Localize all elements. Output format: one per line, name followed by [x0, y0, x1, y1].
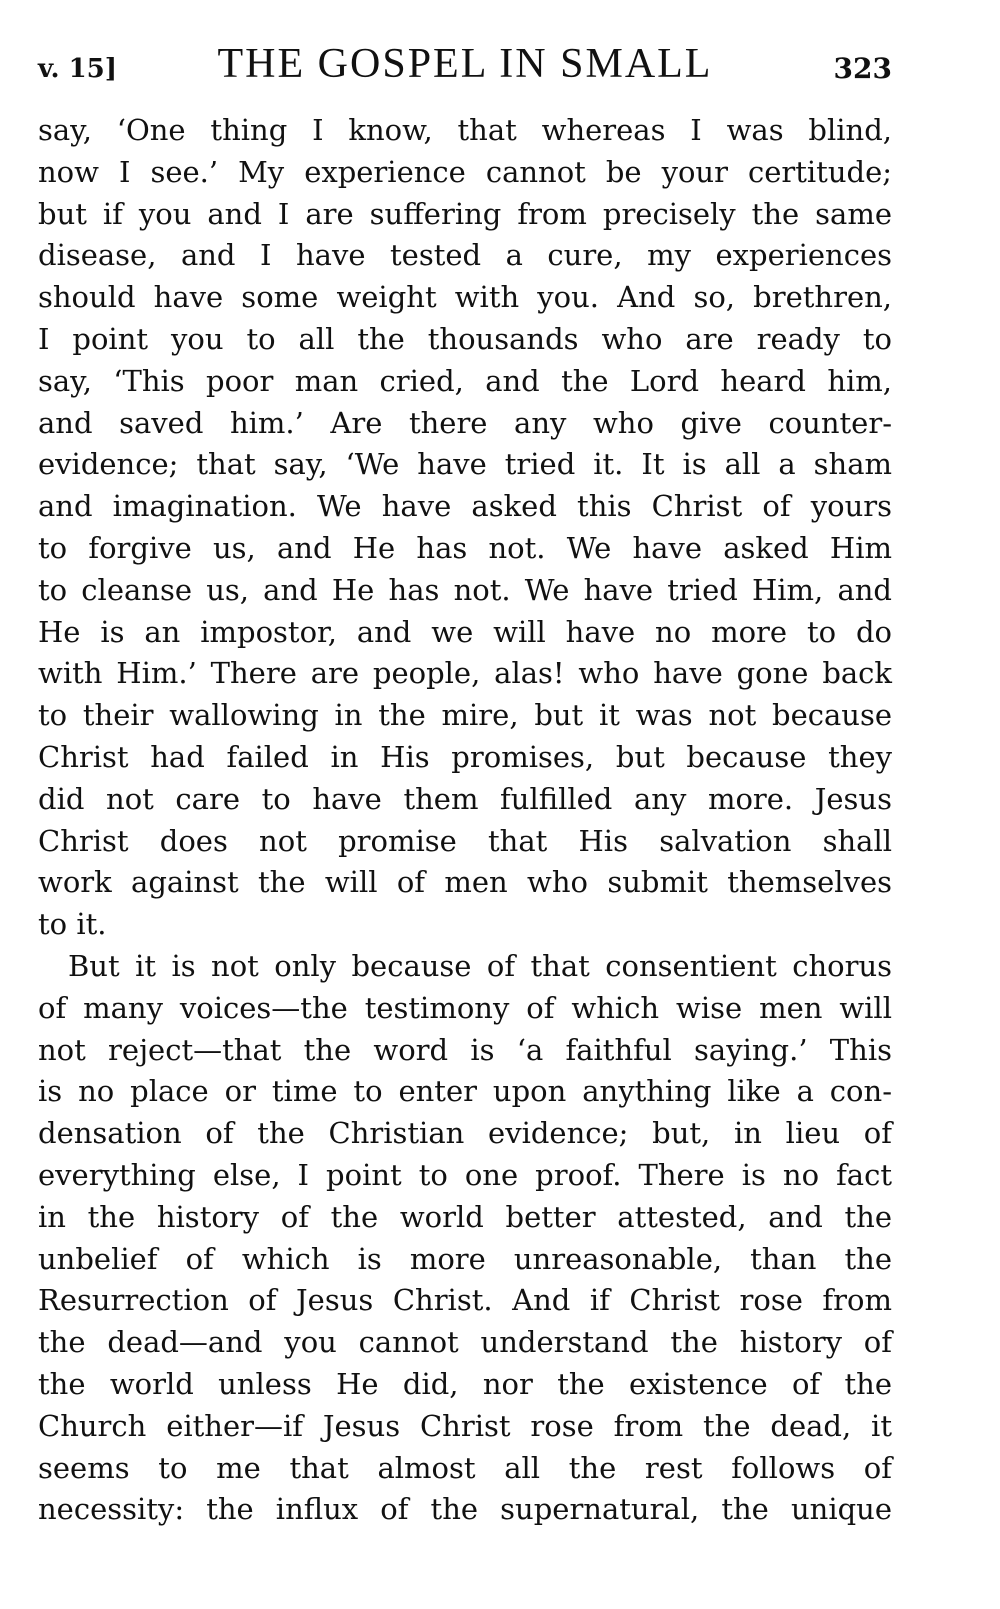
text-line: densation of the Christian evidence; but, in lieu of [38, 1116, 892, 1151]
text-line: Christ had failed in His promises, but because they [38, 739, 892, 774]
text-line: Christ does not promise that His salvation shall [38, 823, 892, 858]
paragraph [38, 946, 892, 1531]
text-line: necessity: the influx of the supernatural, the unique [38, 1492, 892, 1527]
text-line: the dead—and you cannot understand the history of [38, 1325, 892, 1360]
text-line: in the history of the world better attested, and the [38, 1199, 892, 1234]
page-number: 323 [833, 52, 892, 85]
body-text [38, 110, 892, 1531]
text-line: Resurrection of Jesus Christ. And if Christ rose from [38, 1283, 892, 1318]
text-line: He is an impostor, and we will have no more to do [38, 614, 892, 649]
text-line: I point you to all the thousands who are ready to [38, 321, 892, 356]
text-line: to cleanse us, and He has not. We have tried Him, and [38, 572, 892, 607]
text-line: to it. [38, 907, 107, 942]
text-line: seems to me that almost all the rest follows of [38, 1450, 892, 1485]
text-line: to their wallowing in the mire, but it was not because [38, 698, 892, 733]
text-line: but if you and I are suffering from precisely the same [38, 196, 892, 231]
text-line: Church either—if Jesus Christ rose from the dead, it [38, 1408, 892, 1443]
text-line: did not care to have them fulfilled any more. Jesus [38, 781, 892, 816]
text-line: of many voices—the testimony of which wise men will [38, 990, 892, 1025]
text-line: evidence; that say, ‘We have tried it. It is all a sham [38, 447, 892, 482]
text-line: the world unless He did, nor the existence of the [38, 1366, 892, 1401]
text-line: disease, and I have tested a cure, my experiences [38, 238, 892, 273]
text-line: say, ‘This poor man cried, and the Lord heard him, [38, 363, 892, 398]
text-line: should have some weight with you. And so, brethren, [38, 280, 892, 315]
paragraph [38, 110, 892, 946]
text-line: now I see.’ My experience cannot be your certitude; [38, 154, 892, 189]
text-line: not reject—that the word is ‘a faithful saying.’ This [38, 1032, 892, 1067]
text-line: with Him.’ There are people, alas! who have gone back [38, 656, 892, 691]
text-line: to forgive us, and He has not. We have asked Him [38, 530, 892, 565]
verse-reference: v. 15] [38, 54, 118, 84]
text-line: everything else, I point to one proof. There is no fact [38, 1157, 892, 1192]
text-line: say, ‘One thing I know, that whereas I was blind, [38, 113, 892, 147]
text-line: work against the will of men who submit themselves [38, 865, 892, 900]
text-line: unbelief of which is more unreasonable, than the [38, 1241, 892, 1276]
text-line: and imagination. We have asked this Christ of yours [38, 489, 892, 524]
page-title: THE GOSPEL IN SMALL [217, 41, 713, 87]
text-line: But it is not only because of that consentient chorus [68, 948, 892, 983]
text-line: and saved him.’ Are there any who give counter- [38, 405, 892, 440]
text-line: is no place or time to enter upon anything like a con- [38, 1074, 892, 1109]
running-head [38, 40, 892, 96]
